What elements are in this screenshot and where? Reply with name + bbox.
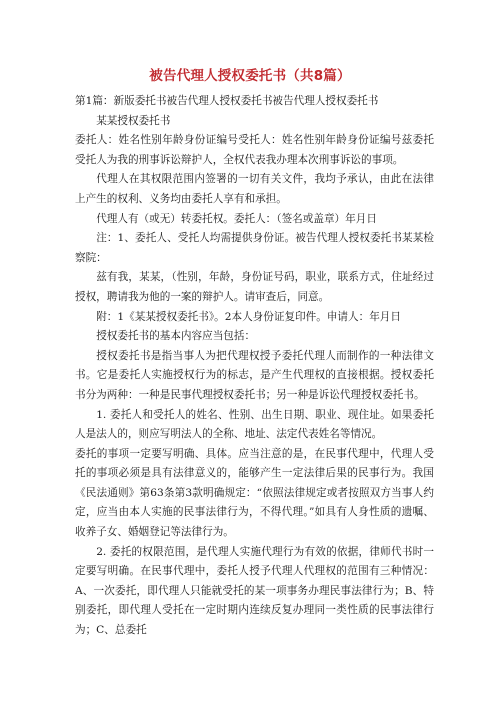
- paragraph-signed-documents: 代理人在其权限范围内签署的一切有关文件，我均予承认，由此在法律上产生的权利、义务均由委托人享有和承担。: [75, 173, 434, 205]
- paragraph-definition: 授权委托书是指当事人为把代理权授予委托代理人而制作的一种法律文书。它是委托人实施授权行为的标志，是产生代理权的直接根据。授权委托书分为两种：一种是民事代理授权委托书；另一种是诉讼代理授权委托书。: [75, 349, 434, 401]
- paragraph-note: 注：1、委托人、受托人均需提供身份证。被告代理人授权委托书某某检察院：: [75, 232, 434, 264]
- paragraph-entrusted-matters: 委托的事项一定要写明确、具体。应当注意的是，在民事代理中，代理人受托的事项必须是具有法律意义的，能够产生一定法律后果的民事行为。我国《民法通则》第63条第3款明确规定：“依照法律规定或者按照双方当事人约定，应当由本人实施的民事法律行为，不得代理。”如具有人身性质的遗嘱、收养子女、婚姻登记等法律行为。: [75, 447, 434, 539]
- document-body: [75, 92, 434, 641]
- paragraph-section-heading: 第1篇：新版委托书被告代理人授权委托书被告代理人授权委托书: [75, 95, 379, 107]
- document-title: 被告代理人授权委托书（共8篇）: [149, 68, 351, 84]
- paragraph-item-2: 2. 委托的权限范围，是代理人实施代理行为有效的依据，律师代书时一定要写明确。在民事代理中，委托人授予代理人代理权的范围有三种情况：A、一次委托，即代理人只能就受托的某一项事务办理民事法律行为；B、特别委托，即代理人受托在一定时期内连续反复办理同一类性质的民事法律行为；C、总委托: [75, 545, 434, 637]
- paragraph-subtitle: 某某授权委托书: [96, 114, 171, 127]
- paragraph-attachments: 附：1《某某授权委托书》。2本人身份证复印件。申请人：年月日: [96, 310, 401, 323]
- paragraph-contents-heading: 授权委托书的基本内容应当包括：: [96, 330, 256, 343]
- paragraph-engagement: 兹有我，某某，（性别，年龄，身份证号码，职业，联系方式，住址经过授权，聘请我为他的一案的辩护人。请审查后，同意。: [75, 271, 434, 303]
- paragraph-subdelegation: 代理人有（或无）转委托权。委托人：（签名或盖章）年月日: [96, 212, 377, 225]
- paragraph-item-1: 1. 委托人和受托人的姓名、性别、出生日期、职业、现住址。如果委托人是法人的，则应写明法人的全称、地址、法定代表姓名等情况。: [75, 408, 434, 441]
- paragraph-principal: 委托人：姓名性别年龄身份证编号受托人：姓名性别年龄身份证编号兹委托受托人为我的刑事诉讼辩护人，全权代表我办理本次刑事诉讼的事项。: [75, 134, 434, 166]
